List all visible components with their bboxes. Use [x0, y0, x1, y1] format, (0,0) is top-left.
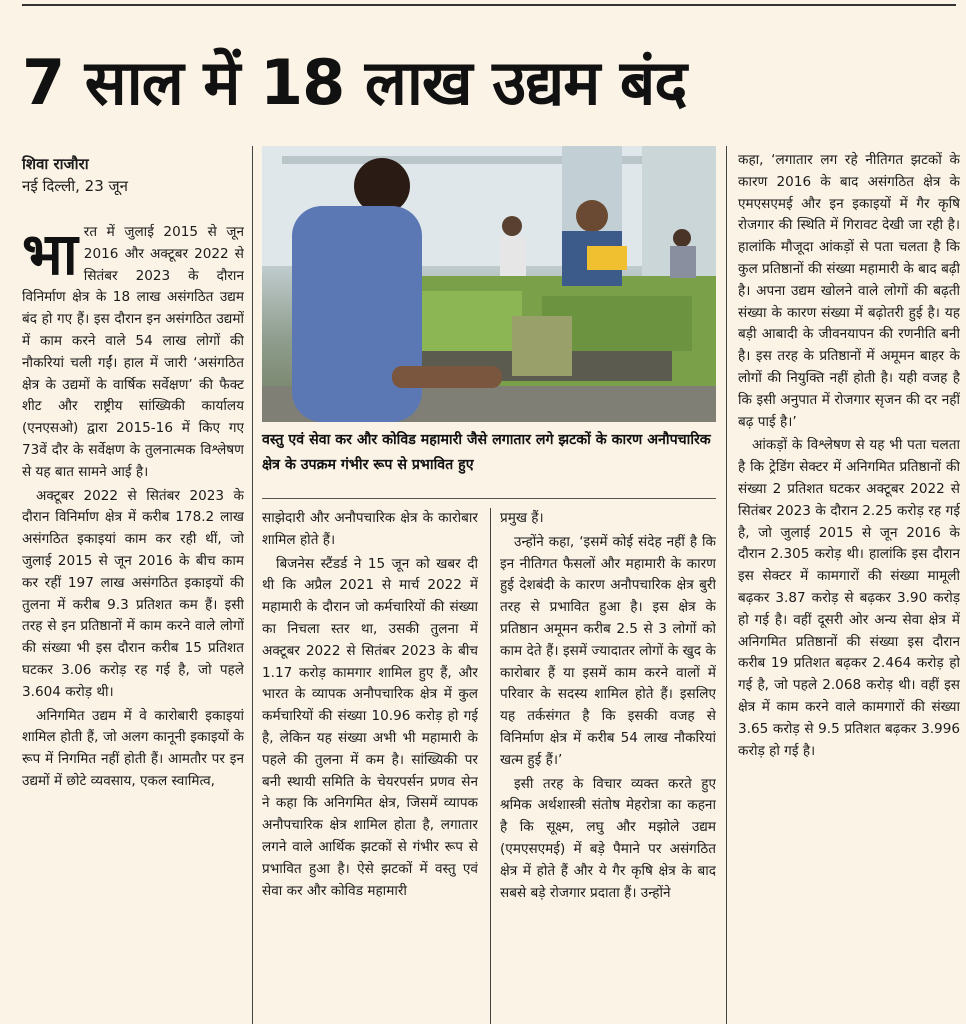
- column-1: [22, 222, 244, 1022]
- col1-para-3: अनिगमित उद्यम में वे कारोबारी इकाइयां शामिल होती हैं, जो अलग कानूनी इकाइयों के रूप में निगमित नहीं होती हैं। आमतौर पर इन उद्यमों में छोटे व्यवसाय, एकल स्वामित्व,: [22, 707, 244, 789]
- col3-para-1: प्रमुख हैं।: [500, 510, 544, 526]
- photo-caption: वस्तु एवं सेवा कर और कोविड महामारी जैसे लगातार लगे झटकों के कारण अनौपचारिक क्षेत्र के उपक्रम गंभीर रूप से प्रभावित हुए: [262, 432, 711, 473]
- col1-para-1: [22, 222, 244, 484]
- column-divider-2: [490, 508, 491, 1024]
- dateline: नई दिल्ली, 23 जून: [22, 177, 128, 195]
- photo-illustration: [262, 146, 716, 422]
- col4-para-2: आंकड़ों के विश्लेषण से यह भी पता चलता है कि ट्रेडिंग सेक्टर में अनिगमित प्रतिष्ठानों की संख्या 2 प्रतिशत घटकर अक्टूबर 2022 से सितंबर 2023 के दौरान 2.25 करोड़ रह गई है, जो जुलाई 2015 से जून 2016 के दौरान 2.305 करोड़ थी। हालांकि इस दौरान इस सेक्टर में कामगारों की संख्या मामूली बढ़कर 3.87 करोड़ से बढ़कर 3.90 करोड़ हो गई है। वहीं दूसरी ओर अन्य सेवा क्षेत्र में अनिगमित प्रतिष्ठानों की संख्या इस दौरान करीब 19 प्रतिशत बढ़कर 2.464 करोड़ हो गई है, जो पहले 2.068 करोड़ थी। वहीं इस क्षेत्र में काम करने वाले कामगारों की संख्या 3.65 करोड़ से 9.5 प्रतिशत बढ़कर 3.996 करोड़ हो गई है।: [738, 437, 960, 759]
- caption-divider: [262, 498, 716, 499]
- author-name: शिवा राजौरा: [22, 155, 89, 173]
- column-4: [738, 150, 960, 1022]
- col3-para-3: इसी तरह के विचार व्यक्त करते हुए श्रमिक अर्थशास्त्री संतोष मेहरोत्रा का कहना है कि सूक्ष्म, लघु और मझोले उद्यम (एमएसएमई) में बड़े पैमाने पर असंगठित क्षेत्र में होते हैं और ये गैर कृषि क्षेत्र के बाद सबसे बड़े रोजगार प्रदाता हैं। उन्होंने: [500, 775, 716, 901]
- column-divider-1: [252, 146, 253, 1024]
- col4-para-1: कहा, ‘लगातार लग रहे नीतिगत झटकों के कारण 2016 के बाद असंगठित क्षेत्र के एमएसएमई और इन इकाइयों में गैर कृषि रोजगार की स्थिति में गिरावट देखी जा रही है। हालांकि मौजूदा आंकड़ों से पता चलता है कि कुल प्रतिष्ठानों की संख्या महामारी के बाद बढ़ी है। अपना उद्यम खोलने वाले लोगों की बढ़ती संख्या के कारण संख्या में बढ़ोतरी हुई है। यह बड़ी आबादी के जीवनयापन की रणनीति बनी है। इस तरह के प्रतिष्ठानों में अमूमन बाहर के लोगों की नियुक्ति नहीं होती है। यही वजह है कि इसी अनुपात में रोजगार सृजन की दर नहीं बढ़ पाई है।’: [738, 152, 960, 430]
- factory-workers-photo: [262, 146, 716, 422]
- col2-para-1: साझेदारी और अनौपचारिक क्षेत्र के कारोबार शामिल होते हैं।: [262, 510, 478, 548]
- dropcap: भा: [22, 222, 78, 288]
- col3-para-2: उन्होंने कहा, ‘इसमें कोई संदेह नहीं है कि इन नीतिगत फैसलों और महामारी के कारण हुई देशबंदी के कारण अनौपचारिक क्षेत्र बुरी तरह से प्रभावित हुआ है। इस क्षेत्र के प्रतिष्ठान अमूमन करीब 2.5 से 3 लोगों को काम देते हैं। इसमें ज्यादातर लोगों के खुद के कारोबार हैं या इसमें काम करने वालों में परिवार के सदस्य शामिल होते हैं। इसलिए यह तर्कसंगत है कि इसकी वजह से विनिर्माण क्षेत्र में करीब 54 लाख नौकरियां खत्म हुई हैं।’: [500, 533, 716, 768]
- col2-para-2: बिजनेस स्टैंडर्ड ने 15 जून को खबर दी थी कि अप्रैल 2021 से मार्च 2022 में महामारी के दौरान जो कर्मचारियों की संख्या का निचला स्तर था, उसकी तुलना में अक्टूबर 2022 से सितंबर 2023 के बीच 1.17 करोड़ कामगार शामिल हुए हैं, और भारत के व्यापक अनौपचारिक क्षेत्र में कुल कर्मचारियों की संख्या 10.96 करोड़ हो गई है, लेकिन यह संख्या अभी भी महामारी के पहले की तुलना में कम है। सांख्यिकी पर बनी स्थायी समिति के चेयरपर्सन प्रणव सेन ने कहा कि अनिगमित क्षेत्र, जिसमें व्यापक अनौपचारिक क्षेत्र शामिल होता है, लगातार लगने वाले आर्थिक झटकों से गंभीर रूप से प्रभावित हुआ है। ऐसे झटकों में वस्तु एवं सेवा कर और कोविड महामारी: [262, 555, 478, 899]
- col1-para-1-text: रत में जुलाई 2015 से जून 2016 और अक्टूबर 2022 से सितंबर 2023 के दौरान विनिर्माण क्षेत्र के 18 लाख असंगठित उद्यम बंद हो गए हैं। इस दौरान इन असंगठित उद्यमों में काम करने वाले 54 लाख लोगों की नौकरियां चली गईं। हाल में जारी ‘असंगठित क्षेत्र के उद्यमों के वार्षिक सर्वेक्षण’ की फैक्ट शीट और राष्ट्रीय सांख्यिकी कार्यालय (एनएसओ) द्वारा 2015-16 में किए गए 73वें दौर के सर्वेक्षण के तुलनात्मक विश्लेषण से यह बात सामने आई है।: [22, 224, 244, 480]
- column-2: [262, 508, 478, 1022]
- col1-para-2: अक्टूबर 2022 से सितंबर 2023 के दौरान विनिर्माण क्षेत्र में करीब 178.2 लाख असंगठित इकाइयां काम कर रही थीं, जो जुलाई 2015 से जून 2016 के बीच काम कर रहीं 197 लाख असंगठित इकाइयों की तुलना में करीब 9.3 प्रतिशत कम हैं। इसी तरह से इन प्रतिष्ठानों में काम करने वाले लोगों की संख्या भी इस दौरान करीब 15 प्रतिशत घटकर 3.06 करोड़ रह गई है, जो पहले 3.604 करोड़ थी।: [22, 487, 244, 700]
- top-rule: [22, 4, 956, 6]
- column-divider-3: [726, 146, 727, 1024]
- column-3: [500, 508, 716, 1022]
- headline: 7 साल में 18 लाख उद्यम बंद: [22, 46, 687, 119]
- byline: [22, 153, 128, 197]
